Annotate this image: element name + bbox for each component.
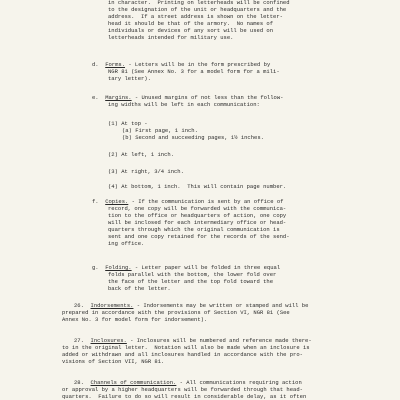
line-text: - Inclosures will be numbered and reference made there- [126, 337, 312, 344]
paragraph-heading: Inclosures. [90, 337, 127, 344]
line-text: (a) First page, 1 inch. [122, 127, 198, 134]
line-text: (3) At right, 3/4 inch. [108, 168, 184, 175]
line-text: - Letters will be in the form prescribed by [125, 61, 271, 68]
line-text: head it should be that of the armory. No names of [108, 20, 274, 27]
text-line [108, 102, 260, 109]
line-text: (2) At left, 1 inch. [108, 151, 175, 158]
text-line [62, 317, 207, 324]
paragraph-number: e. [92, 94, 106, 101]
line-text: tary letter). [108, 75, 151, 82]
line-text: ing office. [108, 240, 145, 247]
line-text: visions of Section VII, NGR 81. [62, 358, 165, 365]
text-line [122, 135, 264, 142]
paragraph-number: 26. [74, 302, 91, 309]
paragraph-number: f. [92, 198, 106, 205]
text-line [108, 184, 286, 191]
text-line [108, 76, 151, 83]
line-text: - Unused margins of not less than the follow- [131, 94, 284, 101]
text-line [62, 394, 306, 400]
line-text: letterheads intended for military use. [108, 34, 234, 41]
line-text: (1) At top - [108, 120, 148, 127]
line-text: added or withdrawn and all inclosures handled in accordance with the pro- [62, 351, 303, 358]
paragraph-heading: Indorsements. [90, 302, 134, 309]
line-text: in character. Printing on letterheads will be confined [108, 0, 290, 6]
line-text: back of the letter. [108, 285, 171, 292]
text-line [62, 359, 164, 366]
line-text: quarters through which the original communication is [108, 226, 280, 233]
text-line [108, 35, 233, 42]
text-line [108, 169, 184, 176]
line-text: folds parallel with the bottom, the lower fold over [108, 271, 277, 278]
text-line [108, 286, 171, 293]
line-text: sent and one copy retained for the records of the send- [108, 233, 290, 240]
line-text: the face of the letter and the top fold toward the [108, 278, 274, 285]
line-text: (b) Second and succeeding pages, 1½ inches. [122, 134, 264, 141]
line-text: - Letter paper will be folded in three equal [131, 264, 281, 271]
paragraph-heading: Copies. [105, 198, 129, 205]
line-text: - All communications requiring action [176, 379, 302, 386]
line-text: (4) At bottom, 1 inch. This will contain page number. [108, 183, 287, 190]
line-text: - If the communication is sent by an office of [128, 198, 284, 205]
paragraph-number: 27. [74, 337, 91, 344]
line-text: individuals or devices of any sort will be used on [108, 27, 274, 34]
paragraph-number: 28. [74, 379, 91, 386]
line-text: to in the original letter. Notation will also be made when an inclosure is [62, 344, 310, 351]
line-text: NGR 81 (See Annex No. 3 for a model form for a mili- [108, 68, 280, 75]
paragraph-heading: Folding. [105, 264, 132, 271]
paragraph-heading: Channels of communication. [90, 379, 177, 386]
line-text: Annex No. 3 for model form for indorsement). [62, 316, 208, 323]
line-text: record, one copy will be forwarded with the communica- [108, 205, 287, 212]
paragraph-heading: Forms. [105, 61, 126, 68]
line-text: address. If a street address is shown on the letter- [108, 13, 283, 20]
line-text: or approval by a higher headquarters will be forwarded through that head- [62, 386, 303, 393]
text-line [108, 241, 144, 248]
paragraph-number: g. [92, 264, 106, 271]
line-text: will be inclosed for each intermediary office or head- [108, 219, 287, 226]
paragraph-number: d. [92, 61, 106, 68]
line-text: - Indorsements may be written or stamped and will be [133, 302, 309, 309]
line-text: tion to the office or headquarters of action, one copy [108, 212, 287, 219]
line-text: quarters. Failure to do so will result in considerable delay, as it often [62, 393, 307, 400]
line-text: prepared in accordance with the provisions of Section VI, NGR 81 (See [62, 309, 290, 316]
paragraph-heading: Margins. [105, 94, 132, 101]
text-line [108, 152, 174, 159]
line-text: ing widths will be left in each communication: [108, 101, 260, 108]
line-text: to the designation of the unit or headquarters and the [108, 6, 287, 13]
